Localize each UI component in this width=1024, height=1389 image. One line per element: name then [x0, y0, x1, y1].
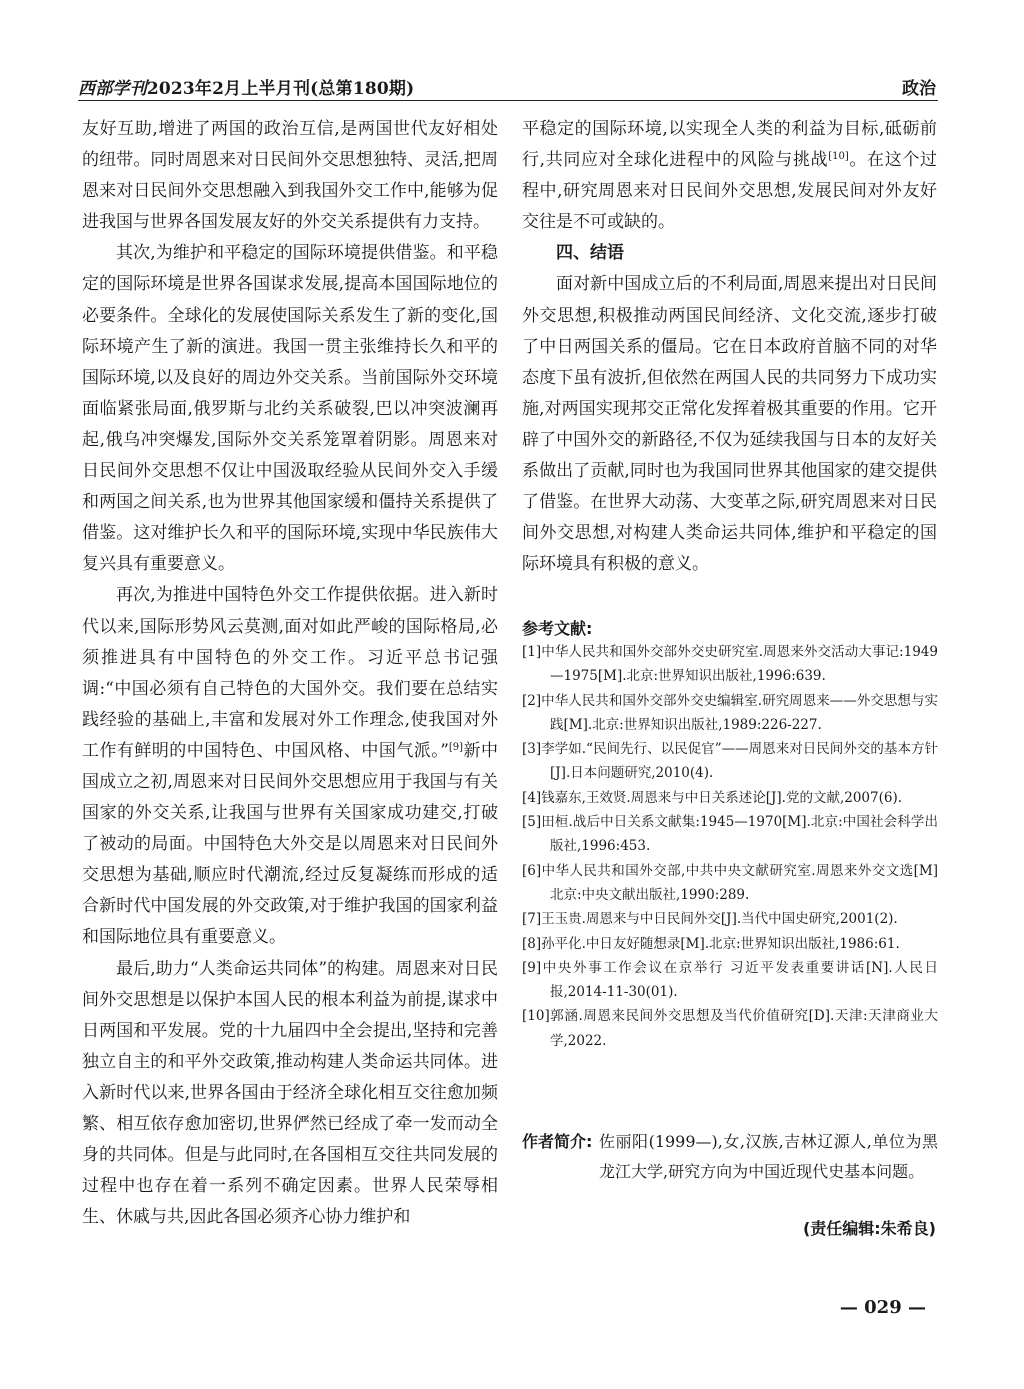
paragraph-text: 新中国成立之初,周恩来对日民间外交思想应用于我国与有关国家的外交关系,让我国与世界有关国家成功建交,打破了被动的局面。中国特色大外交是以周恩来对日民间外交思想为基础,顺应时代潮流,经过反复凝练而形成的适合新时代中国发展的外交政策,对于维护我国的国家利益和国际地位具有重要意义。: [82, 740, 499, 948]
paragraph: 其次,为维护和平稳定的国际环境提供借鉴。和平稳定的国际环境是世界各国谋求发展,提高本国国际地位的必要条件。全球化的发展使国际关系发生了新的变化,国际环境产生了新的演进。我国一贯主张维持长久和平的国际环境,以及良好的周边外交关系。当前国际外交环境面临紧张局面,俄罗斯与北约关系破裂,巴以冲突波澜再起,俄乌冲突爆发,国际外交关系笼罩着阴影。周恩来对日民间外交思想不仅让中国汲取经验从民间外交入手缓和两国之间关系,也为世界其他国家缓和僵持关系提供了借鉴。这对维护长久和平的国际环境,实现中华民族伟大复兴具有重要意义。: [82, 243, 498, 575]
reference-item: [5]田桓.战后中日关系文献集:1945—1970[M].北京:中国社会科学出版社,1996:453.: [522, 814, 938, 855]
journal-issue-line: [78, 74, 414, 99]
reference-item: [6]中华人民共和国外交部,中共中央文献研究室.周恩来外交文选[M]北京:中央文献出版社,1990:289.: [522, 862, 938, 903]
paragraph: 最后,助力“人类命运共同体”的构建。周恩来对日民间外交思想是以保护本国人民的根本利益为前提,谋求中日两国和平发展。党的十九届四中全会提出,坚持和完善独立自主的和平外交政策,推动构建人类命运共同体。进入新时代以来,世界各国由于经济全球化相互交往愈加频繁、相互依存愈加密切,世界俨然已经成了牵一发而动全身的共同体。但是与此同时,在各国相互交往共同发展的过程中也存在着一系列不确定因素。世界人民荣辱相生、休戚与共,因此各国必须齐心协力维护和: [82, 958, 498, 1228]
author-bio-label: 作者简介:: [522, 1132, 593, 1151]
issue-label: 2023年2月上半月刊(总第180期): [146, 79, 415, 99]
reference-item: [8]孙平化.中日友好随想录[M].北京:世界知识出版社,1986:61.: [522, 935, 900, 952]
responsible-editor: (责任编辑:朱希良): [802, 1219, 936, 1238]
section-heading: 四、结语: [556, 243, 624, 264]
paragraph: [82, 580, 498, 953]
paragraph-text: 再次,为推进中国特色外交工作提供依据。进入新时代以来,国际形势风云莫测,面对如此严峻的国际格局,必须推进具有中国特色的外交工作。习近平总书记强调:“中国必须有自己特色的大国外交。我们要在总结实践经验的基础上,丰富和发展对外工作理念,使我国对外工作有鲜明的中国特色、中国风格、中国气派。”: [82, 585, 498, 761]
paragraph: 友好互助,增进了两国的政治互信,是两国世代友好相处的纽带。同时周恩来对日民间外交思想独特、灵活,把周恩来对日民间外交思想融入到我国外交工作中,能够为促进我国与世界各国发展友好的外交关系提供有力支持。: [82, 119, 498, 233]
paragraph: 面对新中国成立后的不利局面,周恩来提出对日民间外交思想,积极推动两国民间经济、文化交流,逐步打破了中日两国关系的僵局。它在日本政府首脑不同的对华态度下虽有波折,但依然在两国人民的共同努力下成功实施,对两国实现邦交正常化发挥着极其重要的作用。它开辟了中国外交的新路径,不仅为延续我国与日本的友好关系做出了贡献,同时也为我国同世界其他国家的建交提供了借鉴。在世界大动荡、大变革之际,研究周恩来对日民间外交思想,对构建人类命运共同体,维护和平稳定的国际环境具有积极的意义。: [522, 274, 937, 575]
reference-item: [9]中央外事工作会议在京举行 习近平发表重要讲话[N].人民日报,2014-11-30(01).: [522, 959, 938, 1001]
paragraph: [522, 114, 937, 238]
citation: [9]: [448, 741, 464, 753]
header-rule: [78, 100, 938, 101]
reference-item: [2]中华人民共和国外交部外交史编辑室.研究周恩来——外交思想与实践[M].北京:世界知识出版社,1989:226-227.: [522, 692, 938, 733]
reference-item: [4]钱嘉东,王效贤.周恩来与中日关系述论[J].党的文献,2007(6).: [522, 789, 903, 806]
page-number: — 029 —: [839, 1297, 926, 1318]
references-title: 参考文献:: [522, 619, 593, 638]
page-header: [78, 72, 938, 102]
journal-logo: 西部学刊: [78, 79, 147, 99]
reference-item: [1]中华人民共和国外交部外交史研究室.周恩来外交活动大事记:1949—1975[M].北京:世界知识出版社,1996:639.: [522, 644, 938, 685]
author-bio: [522, 1127, 938, 1187]
reference-item: [7]王玉贵.周恩来与中日民间外交[J].当代中国史研究,2001(2).: [522, 911, 898, 928]
references-list: [522, 640, 938, 1053]
paragraph-text: 平稳定的国际环境,以实现全人类的利益为目标,砥砺前行,共同应对全球化进程中的风险与挑战: [522, 119, 937, 171]
paragraph-text: 。在这个过程中,研究周恩来对日民间外交思想,发展民间对外友好交往是不可或缺的。: [522, 150, 938, 233]
citation: [10]: [828, 151, 849, 163]
right-column: [522, 114, 937, 580]
author-bio-text: 佐丽阳(1999—),女,汉族,吉林辽源人,单位为黑龙江大学,研究方向为中国近现代史基本问题。: [599, 1132, 938, 1181]
reference-item: [10]郭涵.周恩来民间外交思想及当代价值研究[D].天津:天津商业大学,2022.: [522, 1008, 938, 1049]
left-column: [82, 114, 498, 1233]
reference-item: [3]李学如.“民间先行、以民促官”——周恩来对日民间外交的基本方针[J].日本问题研究,2010(4).: [522, 741, 938, 782]
section-label: 政治: [902, 79, 936, 99]
